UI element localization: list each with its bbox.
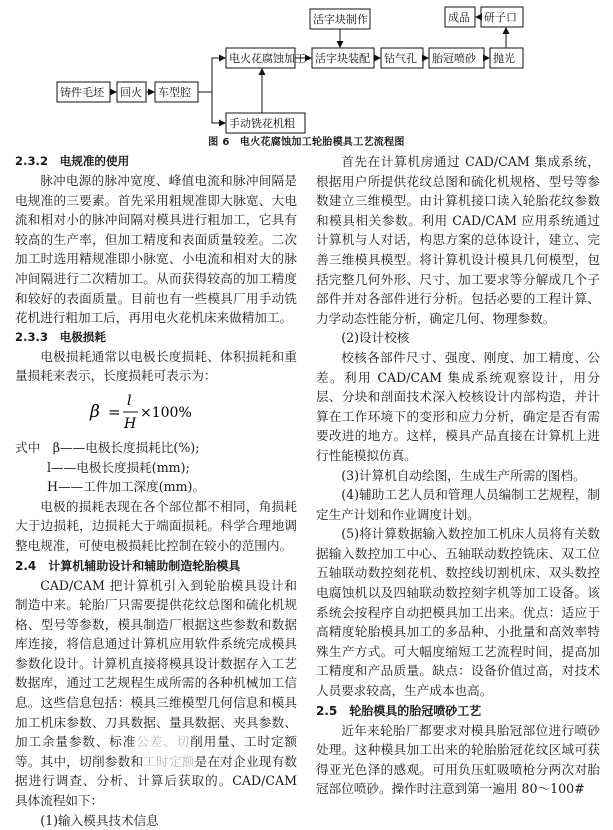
node-polish: 抛光 [493,52,515,65]
node-sandblast: 胎冠喷砂 [432,52,476,65]
defs-lead: 式中 [15,439,41,455]
node-annealing: 回火 [120,86,142,99]
electrode-wear-formula [15,390,297,438]
node-casting: 铸件毛坯 [60,86,104,99]
def-h: H——工件加工深度(mm)。 [47,479,206,495]
node-block-make: 活字块制作 [313,13,368,26]
figure-caption: 图 6 电火花腐蚀加工轮胎模具工艺流程图 [208,137,405,148]
right-column [316,152,600,799]
left-column [15,152,297,830]
paragraph: 脉冲电源的脉冲宽度、峰值电流和脉冲间隔是电规准的三要素。首先采用粗规准即大脉宽、大电流和相对小的脉冲间隔对模具进行粗加工，它具有较高的生产率，但加工精度和表面质量较差。二次加工时选用精规准即小脉宽、小电流和相对大的脉冲间隔进行二次精加工。从而获得较高的加工精度和较好的表面质量。目前也有一些模具厂用手动铣花机进行粗加工后，再用电火花机床来做精加工。 [15,173,297,326]
node-product: 成品 [448,11,470,24]
section-heading-2-5: 2.5 轮胎模具的胎冠喷砂工艺 [316,703,482,718]
formula-numerator: l [127,392,132,409]
list-item-1: (1)输入模具技术信息 [40,812,159,828]
section-heading-2-4: 2.4 计算机辅助设计和辅助制造轮胎模具 [15,558,241,573]
list-item-2-title: (2)设计校核 [341,330,410,346]
paragraph: 校核各部件尺寸、强度、刚度、加工精度、公差。利用 CAD/CAM 集成系统观察设计，用分层、分块和剖面技术深入校核设计内部构造，并计算在工作环境下的变形和应力分析，确定是否有需要改进的地方。这样，模具产品直接在计算机上进行性能模拟仿真。 [316,349,600,463]
formula-tail: ×100% [140,404,192,421]
node-drill: 钻气孔 [384,52,417,65]
list-item-3: (3)计算机自动绘图，生成生产所需的图档。 [341,467,586,483]
node-block-assembly: 活字块装配 [315,52,370,65]
list-item-4: (4)辅助工艺人员和管理人员编制工艺规程，制定生产计划和作业调度计划。 [316,487,600,522]
paragraph: 电极的损耗表现在各个部位都不相同，角损耗大于边损耗，边损耗大于端面损耗。科学合理地调整电规准，可使电极损耗比控制在较小的范围内。 [15,498,297,553]
paragraph: 电极损耗通常以电极长度损耗、体积损耗和重量损耗来表示，长度损耗可表示为： [15,348,297,384]
section-heading-2-3-3: 2.3.3 电极损耗 [15,329,106,344]
node-lathe: 车型腔 [158,86,191,99]
paragraph: CAD/CAM 把计算机引入到轮胎模具设计和制造中来。轮胎厂只需要提供花纹总图和硫化机规格、型号等参数，模具制造厂根据这些参数和数据库连接，将信息通过计算机应用软件系统完成模具参数化设计。计算机直接将模具设计数据存入工艺数据库，通过工艺规程生成所需的各种机械加工信息。这些信息包括：模具三维模型几何信息和模具加工机床参数、刀具数据、量具数据、夹具参数、加工余量参数、标准公差、切削用量、工时定额等。其中，切削参数和工时定额是在对企业现有数据进行调查、分析、计算后获取的。CAD/CAM 具体流程如下： [15,577,298,809]
formula-denominator: H [124,415,137,432]
node-milling: 手动铣花机粗 [229,117,295,130]
list-item-5: (5)将计算数据输入数控加工机床人员将有关数据输入数控加工中心、五轴联动数控铣床、双工位五轴联动数控刻花机、数控线切割机床、双头数控电腐蚀机以及四轴联动数控刻字机等加工设备。该系统会按程序自动把模具加工出来。优点：适应于高精度轮胎模具加工的多品种、小批量和高效率特殊生产方式。可大幅度缩短工艺流程时间，提高加工精度和产品质量。缺点：设备价值过高，对技术人员要求较高，生产成本也高。 [316,526,600,699]
formula-equals: = [108,402,121,421]
formula-beta: β [90,401,100,422]
def-beta: β——电极长度损耗比(%); [52,439,200,455]
process-flowchart [0,0,613,140]
formula-definitions [15,438,297,497]
paragraph: 近年来轮胎厂都要求对模具胎冠部位进行喷砂处理。这种模具加工出来的轮胎胎冠花纹区域可获得亚光色泽的感观。可用负压虹吸喷枪分两次对胎冠部位喷砂。操作时注意到第一遍用 80～100# [316,722,600,797]
def-l: l——电极长度损耗(mm); [47,459,190,475]
paragraph: 首先在计算机房通过 CAD/CAM 集成系统，根据用户所提供花纹总图和硫化机规格、型号等参数建立三维模型。由计算机接口读入轮胎花纹参数和模具相关参数。利用 CAD/CAM 应用系统通过计算机与人对话，构思方案的总体设计，建立、完善三维模具模型。将计算机设计模具几何模型，包括完整几何外形、尺寸、加工要求等分解成几个子部件并对各部件进行分析。包括必要的工程计算、力学动态性能分析，确定几何、物理参数。 [316,154,600,326]
section-heading-2-3-2: 2.3.2 电规准的使用 [15,154,130,168]
node-grind: 研子口 [484,11,517,24]
node-edm: 电火花腐蚀加工 [229,52,306,65]
